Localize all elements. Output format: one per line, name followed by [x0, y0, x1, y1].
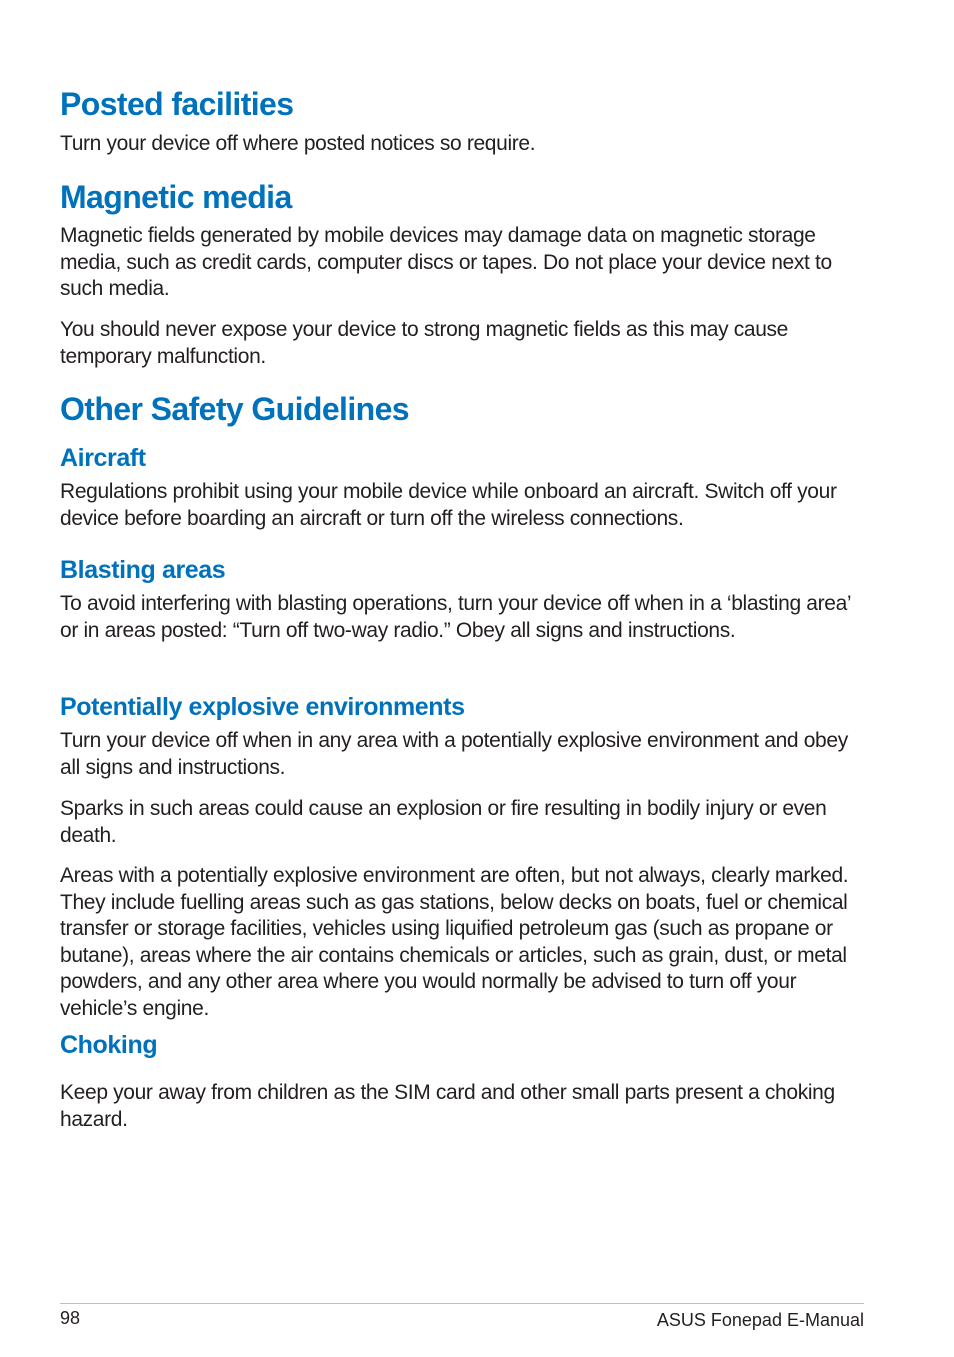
- paragraph-explosive-2: Sparks in such areas could cause an explosion or fire resulting in bodily injury or even death.: [60, 797, 827, 847]
- paragraph-choking: Keep your away from children as the SIM card and other small parts present a choking hazard.: [60, 1081, 835, 1131]
- subheading-choking: Choking: [60, 1031, 158, 1059]
- paragraph-aircraft: Regulations prohibit using your mobile device while onboard an aircraft. Switch off your device before boarding an aircraft or turn off the wireless connections.: [60, 480, 837, 530]
- paragraph-explosive-1: Turn your device off when in any area with a potentially explosive environment and obey all signs and instructions.: [60, 729, 848, 779]
- subheading-aircraft: Aircraft: [60, 444, 146, 472]
- paragraph-magnetic-media-2: You should never expose your device to strong magnetic fields as this may cause temporary malfunction.: [60, 318, 789, 368]
- page-number: 98: [60, 1308, 81, 1328]
- heading-magnetic-media: Magnetic media: [60, 179, 292, 215]
- heading-posted-facilities: Posted facilities: [60, 86, 294, 122]
- heading-other-safety-guidelines: Other Safety Guidelines: [60, 391, 409, 427]
- subheading-blasting-areas: Blasting areas: [60, 556, 226, 584]
- paragraph-explosive-3: Areas with a potentially explosive environment are often, but not always, clearly marked. They include fuelling areas such as gas stations, below decks on boats, fuel or chemical transfer or storage facilities, vehicles using liquified petroleum gas (such as propane or butane), areas where the air contains chemicals or articles, such as grain, dust, or metal powders, and any other area where you would normally be advised to turn off your vehicle’s engine.: [60, 864, 849, 1020]
- paragraph-posted-facilities: Turn your device off where posted notices so require.: [60, 132, 536, 155]
- footer-divider: [60, 1303, 864, 1304]
- manual-title: ASUS Fonepad E-Manual: [656, 1310, 864, 1330]
- paragraph-blasting-areas: To avoid interfering with blasting operations, turn your device off when in a ‘blasting area’ or in areas posted: “Turn off two-way radio.” Obey all signs and instructions.: [60, 592, 851, 642]
- paragraph-magnetic-media-1: Magnetic fields generated by mobile devices may damage data on magnetic storage media, such as credit cards, computer discs or tapes. Do not place your device next to such media.: [60, 224, 832, 300]
- subheading-potentially-explosive: Potentially explosive environments: [60, 693, 465, 721]
